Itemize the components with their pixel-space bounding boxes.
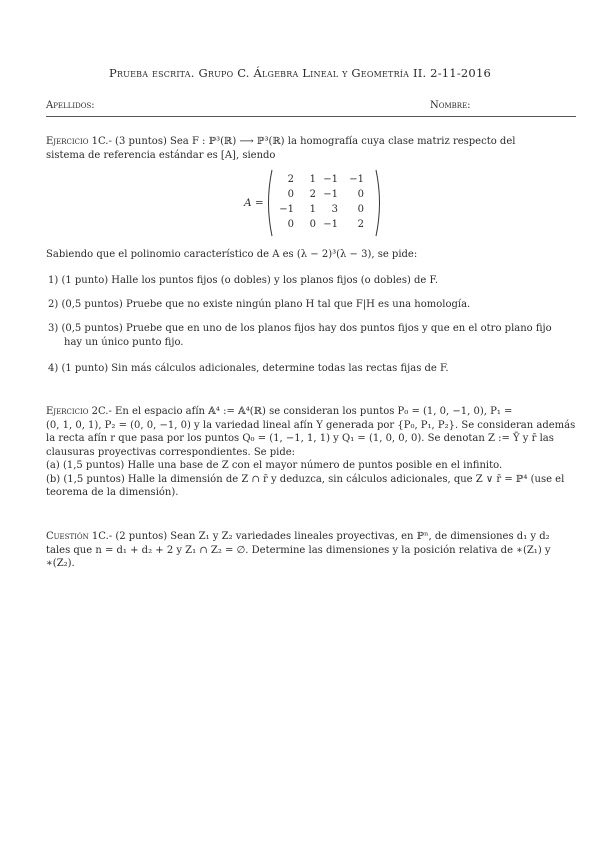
exercise1-heading: Ejercicio 1C.- <box>46 136 112 147</box>
exercise1-item-1 <box>48 274 578 288</box>
item-number: 4) <box>48 363 59 374</box>
exercise1-item-2 <box>48 298 578 312</box>
item-text: (1 punto) Halle los puntos fijos (o dobles) y los planos fijos (o dobles) de F. <box>61 275 439 286</box>
item-number: 2) <box>48 299 59 310</box>
apellidos-label: Apellidos: <box>46 100 95 111</box>
exercise1-intro: Sabiendo que el polinomio característico de A es (λ − 2)³(λ − 3), se pide: <box>46 249 418 260</box>
item-text: (0,5 puntos) Pruebe que no existe ningún plano H tal que F|H es una homología. <box>61 299 471 310</box>
matrix-cell: 0 <box>287 189 294 200</box>
exercise2-line2: (0, 1, 0, 1), P₂ = (0, 0, −1, 0) y la variedad lineal afín Y generada por {P₀, P₁, P₂}. Se consideran además <box>46 419 576 431</box>
item-text: (1 punto) Sin más cálculos adicionales, determine todas las rectas fijas de F. <box>61 363 449 374</box>
matrix-cell: 1 <box>309 204 316 215</box>
nombre-label: Nombre: <box>430 100 471 111</box>
exercise1-statement <box>46 135 576 162</box>
exercise1-item-3 <box>48 322 578 349</box>
question1-line2: tales que n = d₁ + d₂ + 2 y Z₁ ∩ Z₂ = ∅. Determine las dimensiones y la posición relativa de ∗(Z₁) y <box>46 544 551 556</box>
exercise2-line4: clausuras proyectivas correspondientes. Se pide: <box>46 446 296 458</box>
exercise1-line1: Ejercicio 1C.- (3 puntos) Sea F : ℙ³(ℝ) ⟶ ℙ³(ℝ) la homografía cuya clase matriz respecto del <box>46 136 516 147</box>
question1-heading: Cuestión 1C.- <box>46 531 113 542</box>
item-text-continued: hay un único punto fijo. <box>64 336 184 348</box>
exercise2-line7: teorema de la dimensión). <box>46 487 179 498</box>
matrix-cell: 1 <box>309 174 316 185</box>
item-text: (0,5 puntos) Pruebe que en uno de los planos fijos hay dos puntos fijos y que en el otro plano fijo <box>61 323 552 334</box>
header-rule <box>46 116 576 117</box>
matrix-A <box>0 168 600 238</box>
matrix-cell: −1 <box>323 189 338 200</box>
question1-statement <box>46 530 576 571</box>
matrix-cell: 0 <box>357 204 364 215</box>
item-number: 3) <box>48 323 59 334</box>
matrix-cell: −1 <box>349 174 364 185</box>
exercise2-statement <box>46 405 576 500</box>
exercise2-part-a: (a) (1,5 puntos) Halle una base de Z con el mayor número de puntos posible en el infinito. <box>46 460 503 471</box>
matrix-cell: −1 <box>279 204 294 215</box>
matrix-cell: 0 <box>309 219 316 230</box>
exercise2-line1: Ejercicio 2C.- En el espacio afín 𝔸⁴ := 𝔸⁴(ℝ) se consideran los puntos P₀ = (1, 0, −1, 0), P₁ = <box>46 406 513 417</box>
matrix-cell: 0 <box>287 219 294 230</box>
exercise2-line3: la recta afín r que pasa por los puntos Q₀ = (1, −1, 1, 1) y Q₁ = (1, 0, 0, 0). Se denotan Z := Ȳ y r̄ las <box>46 433 554 444</box>
matrix-cell: −1 <box>323 219 338 230</box>
question1-line1: Cuestión 1C.- (2 puntos) Sean Z₁ y Z₂ variedades lineales proyectivas, en ℙⁿ, de dimensiones d₁ y d₂ <box>46 531 550 542</box>
matrix-label: A = <box>244 197 264 209</box>
exercise1-line2: sistema de referencia estándar es [A], siendo <box>46 149 276 161</box>
exercise2-part-b: (b) (1,5 puntos) Halle la dimensión de Z ∩ r̄ y deduzca, sin cálculos adicionales, que Z ∨ r̄ = ℙ⁴ (use el <box>46 473 565 485</box>
exercise2-heading: Ejercicio 2C.- <box>46 406 112 417</box>
matrix-cell: 3 <box>331 204 338 215</box>
exam-title: Prueba escrita. Grupo C. Álgebra Lineal y Geometría II. 2-11-2016 <box>109 66 491 80</box>
exercise1-item-4 <box>48 362 578 376</box>
matrix-cell: 2 <box>357 219 364 230</box>
matrix-cell: 2 <box>309 189 316 200</box>
matrix-cell: −1 <box>323 174 338 185</box>
question1-line3: ∗(Z₂). <box>46 558 75 569</box>
matrix-cell: 2 <box>287 174 294 185</box>
matrix-cell: 0 <box>357 189 364 200</box>
item-number: 1) <box>48 275 59 286</box>
